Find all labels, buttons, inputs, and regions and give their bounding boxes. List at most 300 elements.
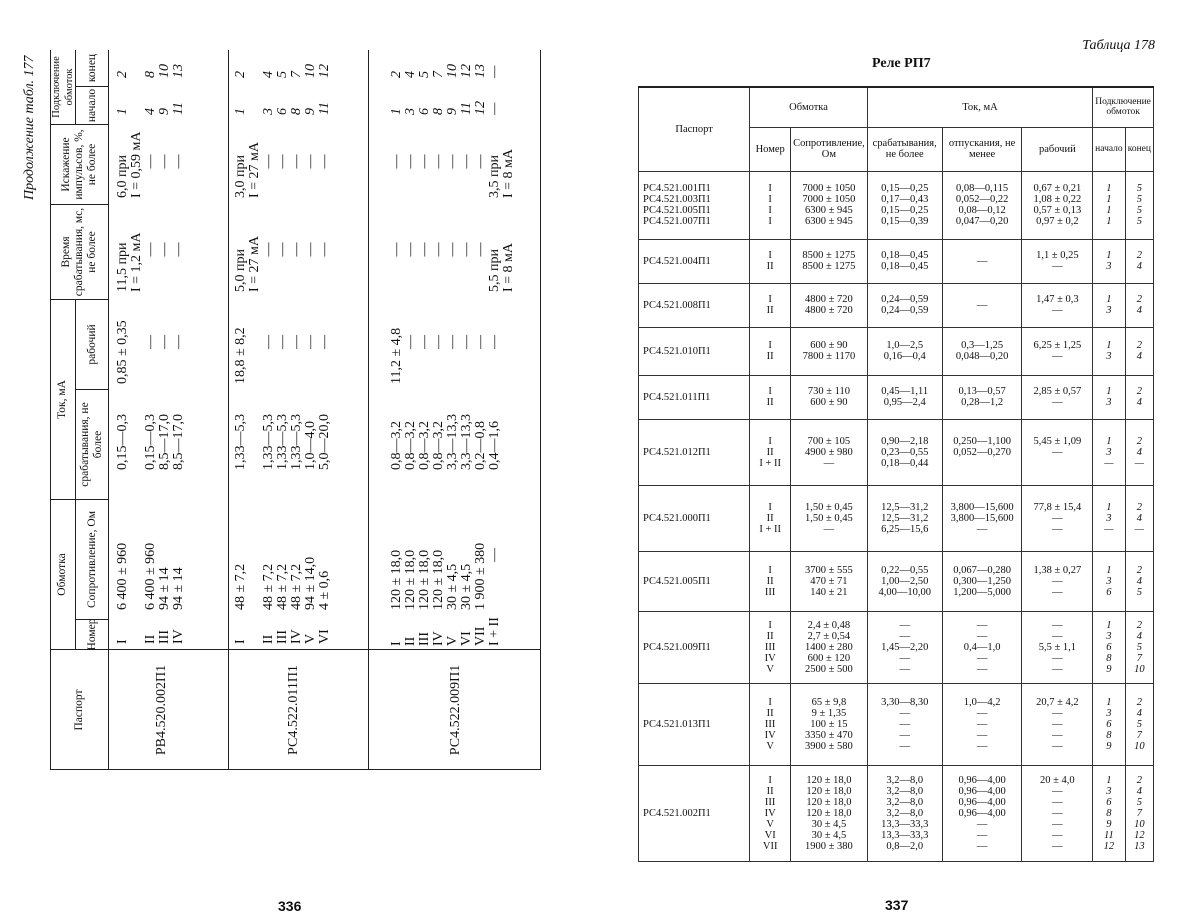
- cell-value: 6300 ± 945: [805, 205, 853, 216]
- cell-value: 8: [1106, 729, 1112, 741]
- cell-value: 1: [1106, 564, 1112, 576]
- cell-start: [1093, 683, 1126, 765]
- cell-value: II: [766, 785, 774, 797]
- header-current: Ток, мА: [50, 300, 76, 500]
- left-row-time: [234, 207, 332, 292]
- cell-pickup: [867, 765, 942, 861]
- value: 8,5—17,0: [157, 414, 172, 470]
- cell-value: 1: [1106, 696, 1112, 708]
- left-row-pickup: [390, 390, 502, 470]
- left-row-passport: РС4.522.009П1: [448, 664, 463, 756]
- value: II: [403, 636, 418, 646]
- cell-value: 3: [1106, 630, 1112, 642]
- table-row: [639, 765, 1154, 861]
- cell-value: I: [768, 696, 772, 708]
- value: 1: [233, 108, 248, 115]
- value: 0,85 ± 0,35: [115, 320, 130, 384]
- cell-value: 10: [1134, 740, 1145, 752]
- header-pickup: срабатывания, не более: [867, 127, 942, 171]
- cell-value: 5: [1136, 216, 1142, 227]
- left-row-distortion: [116, 125, 186, 198]
- left-row-resistance: [234, 500, 332, 610]
- value: 10: [157, 64, 172, 78]
- cell-value: 0,90—2,18: [881, 435, 929, 447]
- cell-value: —: [823, 457, 835, 469]
- value: —: [431, 242, 446, 257]
- cell-value: 3900 ± 580: [805, 740, 853, 752]
- cell-value: —: [899, 740, 910, 752]
- table-row: [639, 551, 1154, 611]
- cell-passport: [639, 283, 750, 327]
- header-connection: Подключение обмоток: [50, 50, 76, 125]
- cell-value: I: [768, 340, 772, 351]
- value: 48 ± 7,2: [233, 563, 248, 610]
- cell-value: 5: [1136, 718, 1142, 730]
- left-row-numbers: [234, 620, 332, 644]
- cell-value: II: [766, 305, 774, 316]
- value: —: [289, 335, 304, 349]
- cell-working: [1022, 375, 1093, 419]
- cell-value: —: [1052, 630, 1063, 642]
- cell-value: 4: [1136, 630, 1142, 642]
- left-row-distortion: [390, 125, 516, 198]
- value: —: [275, 154, 290, 169]
- value: —: [445, 335, 460, 349]
- value: 8: [143, 71, 158, 78]
- cell-value: 4,00—10,00: [878, 586, 931, 598]
- cell-value: —: [899, 707, 910, 719]
- cell-value: —: [899, 663, 910, 675]
- cell-value: 12,5—31,2: [881, 501, 929, 513]
- cell-start: [1093, 171, 1126, 239]
- cell-pickup: [867, 171, 942, 239]
- cell-value: —: [899, 630, 910, 642]
- value: —: [171, 335, 186, 349]
- table-row: [639, 683, 1154, 765]
- value: I: [233, 639, 248, 644]
- cell-end: [1125, 551, 1153, 611]
- left-row-end: [116, 50, 186, 78]
- cell-value: —: [1052, 586, 1063, 598]
- cell-pickup: [867, 485, 942, 551]
- header-working: рабочий: [1022, 127, 1093, 171]
- cell-value: 30 ± 4,5: [811, 818, 847, 830]
- value: 9: [303, 108, 318, 115]
- cell-value: I: [768, 216, 772, 227]
- cell-value: 6: [1106, 586, 1112, 598]
- cell-value: 700 ± 105: [807, 435, 851, 447]
- cell-passport: [639, 485, 750, 551]
- cell-value: 1900 ± 380: [805, 840, 853, 852]
- value: —: [289, 242, 304, 257]
- value: —: [143, 154, 158, 169]
- cell-value: —: [1052, 351, 1063, 362]
- cell-value: 8: [1106, 807, 1112, 819]
- header-winding: Обмотка: [750, 87, 867, 127]
- cell-value: 7: [1136, 652, 1142, 664]
- value: 8: [431, 108, 446, 115]
- cell-value: II: [766, 575, 774, 587]
- cell-working: [1022, 327, 1093, 375]
- cell-value: 5: [1136, 205, 1142, 216]
- cell-value: 1: [1106, 294, 1112, 305]
- cell-value: I: [768, 294, 772, 305]
- cell-value: I + II: [759, 523, 781, 535]
- value: —: [143, 242, 158, 257]
- value: VI: [459, 631, 474, 646]
- cell-value: 9: [1106, 818, 1112, 830]
- cell-value: —: [1052, 707, 1063, 719]
- cell-resistance: [791, 611, 868, 683]
- cell-value: 3: [1106, 351, 1112, 362]
- cell-value: —: [1052, 807, 1063, 819]
- header-distortion: Искажение импульсов, %, не более: [50, 125, 108, 205]
- cell-end: [1125, 765, 1153, 861]
- cell-value: II: [766, 351, 774, 362]
- cell-release: [942, 171, 1022, 239]
- cell-end: [1125, 239, 1153, 283]
- value: —: [487, 102, 502, 115]
- table-row: [639, 375, 1154, 419]
- table-row: [639, 283, 1154, 327]
- value: 94 ± 14: [157, 567, 172, 610]
- value: 2: [115, 71, 130, 78]
- value: —: [403, 242, 418, 257]
- value: —: [171, 154, 186, 169]
- right-page: [600, 0, 1200, 918]
- cell-value: 0,08—0,115: [956, 183, 1009, 194]
- cell-value: I: [768, 774, 772, 786]
- value: 0,8—3,2: [417, 421, 432, 470]
- cell-value: —: [899, 619, 910, 631]
- cell-value: 7000 ± 1050: [802, 194, 856, 205]
- cell-value: 0,96—4,00: [958, 785, 1006, 797]
- cell-value: 7800 ± 1170: [802, 351, 856, 362]
- header-start: начало: [76, 87, 108, 125]
- cell-value: 0,13—0,57: [958, 386, 1006, 397]
- cell-value: II: [766, 630, 774, 642]
- header-passport: Паспорт: [72, 689, 85, 731]
- cell-value: 1,0—2,5: [886, 340, 924, 351]
- cell-number: [750, 239, 791, 283]
- cell-value: 3,30—8,30: [881, 696, 929, 708]
- value: 3,0 при: [233, 155, 248, 198]
- value: 4: [403, 71, 418, 78]
- cell-value: —: [1052, 512, 1063, 524]
- value: 12: [459, 64, 474, 78]
- cell-value: 4: [1136, 446, 1142, 458]
- value: 12: [317, 64, 332, 78]
- cell-value: 4800 ± 720: [805, 294, 853, 305]
- left-row-numbers: [390, 618, 502, 646]
- header-start: начало: [1093, 127, 1126, 171]
- cell-value: 6300 ± 945: [805, 216, 853, 227]
- cell-value: РС4.521.005П1: [643, 575, 711, 587]
- value: 120 ± 18,0: [417, 549, 432, 610]
- left-row-distortion: [234, 125, 332, 198]
- cell-value: 6: [1106, 641, 1112, 653]
- cell-pickup: [867, 419, 942, 485]
- cell-value: 6: [1106, 796, 1112, 808]
- left-row-end: [234, 50, 332, 78]
- cell-value: —: [976, 255, 988, 267]
- cell-working: [1022, 485, 1093, 551]
- cell-value: 1: [1106, 250, 1112, 261]
- cell-value: 3: [1106, 397, 1112, 408]
- value: 3,5 при: [487, 155, 502, 198]
- cell-value: 7: [1136, 807, 1142, 819]
- header-pickup: срабатывания, не более: [76, 390, 108, 500]
- value: 3: [261, 108, 276, 115]
- value: —: [459, 335, 474, 349]
- cell-value: 0,22—0,55: [881, 564, 929, 576]
- cell-value: 1: [1106, 435, 1112, 447]
- cell-value: 0,048—0,20: [955, 351, 1009, 362]
- cell-pickup: [867, 239, 942, 283]
- cell-value: 12: [1103, 840, 1115, 852]
- cell-value: —: [976, 707, 988, 719]
- cell-number: [750, 375, 791, 419]
- cell-value: 1,0—4,2: [963, 696, 1001, 708]
- value: —: [403, 154, 418, 169]
- cell-value: 4: [1136, 305, 1142, 316]
- cell-release: [942, 419, 1022, 485]
- cell-start: [1093, 327, 1126, 375]
- relay-table: [638, 86, 1154, 862]
- value: 1: [389, 108, 404, 115]
- value: 0,8—3,2: [431, 421, 446, 470]
- cell-value: РС4.521.013П1: [643, 718, 711, 730]
- cell-value: 2,4 ± 0,48: [807, 619, 851, 631]
- cell-value: —: [1052, 446, 1063, 458]
- cell-value: I: [768, 205, 772, 216]
- cell-value: 1,38 ± 0,27: [1033, 564, 1082, 576]
- cell-start: [1093, 765, 1126, 861]
- cell-working: [1022, 419, 1093, 485]
- value: III: [417, 632, 432, 646]
- cell-value: 1: [1106, 386, 1112, 397]
- cell-value: 3,800—15,600: [950, 512, 1014, 524]
- cell-value: РС4.521.002П1: [643, 807, 711, 819]
- value: I: [115, 639, 130, 644]
- cell-value: 0,15—0,25: [881, 183, 929, 194]
- cell-release: [942, 375, 1022, 419]
- page-number-left: 336: [278, 898, 302, 914]
- cell-value: РС4.521.000П1: [643, 512, 711, 524]
- cell-value: 1: [1106, 340, 1112, 351]
- cell-value: 4: [1136, 512, 1142, 524]
- cell-value: 3350 ± 470: [805, 729, 853, 741]
- cell-value: —: [1052, 397, 1063, 408]
- cell-value: 1: [1106, 774, 1112, 786]
- cell-value: —: [976, 652, 988, 664]
- table-row: [639, 239, 1154, 283]
- cell-value: 2: [1136, 250, 1142, 261]
- cell-number: [750, 611, 791, 683]
- value: III: [157, 630, 172, 644]
- cell-value: 7000 ± 1050: [802, 183, 856, 194]
- cell-value: VI: [764, 829, 776, 841]
- cell-value: 2,7 ± 0,54: [807, 630, 851, 642]
- cell-value: 3700 ± 555: [805, 564, 853, 576]
- cell-passport: [639, 239, 750, 283]
- value: 94 ± 14: [171, 567, 186, 610]
- relay-table-body: [639, 171, 1154, 861]
- value: —: [403, 335, 418, 349]
- value: I = 8 мА: [501, 148, 516, 198]
- cell-value: 3: [1106, 446, 1112, 458]
- value: —: [157, 154, 172, 169]
- cell-value: —: [1052, 840, 1063, 852]
- cell-release: [942, 485, 1022, 551]
- cell-value: —: [976, 829, 988, 841]
- value: 120 ± 18,0: [389, 549, 404, 610]
- value: 0,4—1,6: [487, 421, 502, 470]
- cell-value: 2: [1136, 696, 1142, 708]
- cell-value: 13: [1134, 840, 1145, 852]
- cell-working: [1022, 171, 1093, 239]
- cell-value: 0,28—1,2: [961, 397, 1004, 408]
- cell-passport: [639, 327, 750, 375]
- cell-value: —: [1052, 740, 1063, 752]
- cell-value: I + II: [759, 457, 781, 469]
- cell-value: —: [1052, 575, 1063, 587]
- cell-value: 5: [1136, 183, 1142, 194]
- cell-value: 65 ± 9,8: [811, 696, 847, 708]
- cell-value: 0,15—0,25: [881, 205, 929, 216]
- cell-pickup: [867, 327, 942, 375]
- cell-value: 3: [1106, 305, 1112, 316]
- cell-value: 0,67 ± 0,21: [1033, 183, 1082, 194]
- rule: [368, 50, 369, 770]
- cell-value: 13,3—33,3: [881, 829, 929, 841]
- cell-value: 1400 ± 280: [805, 641, 853, 653]
- cell-value: 3: [1106, 512, 1112, 524]
- value: 3: [403, 108, 418, 115]
- value: —: [487, 335, 502, 349]
- cell-value: 120 ± 18,0: [806, 785, 852, 797]
- left-row-start: [390, 87, 502, 115]
- cell-value: 20,7 ± 4,2: [1036, 696, 1079, 708]
- cell-number: [750, 551, 791, 611]
- cell-passport: [639, 611, 750, 683]
- cell-value: 13,3—33,3: [881, 818, 929, 830]
- cell-value: 3: [1106, 261, 1112, 272]
- cell-value: 120 ± 18,0: [806, 774, 852, 786]
- cell-value: 0,96—4,00: [958, 796, 1006, 808]
- value: 2: [389, 71, 404, 78]
- cell-value: 1,00—2,50: [881, 575, 929, 587]
- value: IV: [289, 629, 304, 644]
- value: —: [487, 65, 502, 78]
- cell-value: II: [766, 707, 774, 719]
- left-row-resistance: [390, 500, 502, 610]
- value: V: [445, 635, 460, 646]
- cell-value: 5,5 ± 1,1: [1038, 641, 1076, 653]
- cell-value: 4900 ± 980: [805, 446, 853, 458]
- cell-number: [750, 683, 791, 765]
- table-row: [639, 171, 1154, 239]
- cell-release: [942, 327, 1022, 375]
- cell-resistance: [791, 375, 868, 419]
- cell-value: —: [976, 718, 988, 730]
- cell-value: 0,8—2,0: [886, 840, 924, 852]
- value: 13: [473, 64, 488, 78]
- value: 11: [171, 102, 186, 115]
- cell-value: 0,96—4,00: [958, 774, 1006, 786]
- value: 1,33—5,3: [275, 414, 290, 470]
- cell-release: [942, 765, 1022, 861]
- value: —: [417, 335, 432, 349]
- value: 9: [157, 108, 172, 115]
- cell-value: 600 ± 90: [810, 397, 848, 408]
- cell-value: 0,052—0,270: [953, 446, 1011, 458]
- value: 120 ± 18,0: [403, 549, 418, 610]
- cell-value: —: [976, 299, 988, 311]
- cell-value: 2: [1136, 501, 1142, 513]
- value: 13: [171, 64, 186, 78]
- cell-value: 3,2—8,0: [886, 796, 924, 808]
- left-row-start: [116, 87, 186, 115]
- value: —: [459, 242, 474, 257]
- cell-release: [942, 283, 1022, 327]
- cell-value: I: [768, 183, 772, 194]
- value: 120 ± 18,0: [431, 549, 446, 610]
- value: 4: [143, 108, 158, 115]
- value: —: [303, 242, 318, 257]
- value: 6,0 при: [115, 155, 130, 198]
- cell-resistance: [791, 283, 868, 327]
- value: VI: [317, 629, 332, 644]
- cell-value: 10: [1134, 663, 1145, 675]
- header-time: Время срабатывания, мс, не более: [50, 205, 108, 300]
- value: —: [417, 242, 432, 257]
- value: I = 1,2 мА: [129, 232, 144, 292]
- cell-value: —: [1052, 785, 1063, 797]
- cell-resistance: [791, 239, 868, 283]
- cell-value: 0,24—0,59: [881, 294, 929, 305]
- cell-value: 0,15—0,39: [881, 216, 929, 227]
- value: I: [389, 641, 404, 646]
- value: 3,3—13,3: [445, 414, 460, 470]
- left-row-pickup: [234, 390, 332, 470]
- value: I = 27 мА: [247, 141, 262, 198]
- value: 4 ± 0,6: [317, 570, 332, 610]
- cell-value: РС4.521.009П1: [643, 641, 711, 653]
- cell-working: [1022, 239, 1093, 283]
- cell-value: 470 ± 71: [810, 575, 848, 587]
- cell-value: 1: [1106, 501, 1112, 513]
- cell-value: 2: [1136, 435, 1142, 447]
- cell-value: III: [764, 586, 776, 598]
- cell-value: 5: [1136, 641, 1142, 653]
- rule: [228, 50, 229, 770]
- cell-value: 5,45 ± 1,09: [1033, 435, 1082, 447]
- value: 1 900 ± 380: [473, 542, 488, 610]
- value: I = 0,59 мА: [129, 131, 144, 198]
- table-title: Реле РП7: [872, 56, 931, 71]
- cell-value: II: [766, 261, 774, 272]
- value: —: [157, 242, 172, 257]
- cell-value: 0,067—0,280: [953, 564, 1011, 576]
- cell-value: 4: [1136, 397, 1142, 408]
- cell-passport: [639, 419, 750, 485]
- cell-release: [942, 611, 1022, 683]
- cell-value: 0,96—4,00: [958, 807, 1006, 819]
- value: 1,33—5,3: [261, 414, 276, 470]
- cell-value: —: [1134, 457, 1144, 469]
- cell-value: 20 ± 4,0: [1040, 774, 1075, 786]
